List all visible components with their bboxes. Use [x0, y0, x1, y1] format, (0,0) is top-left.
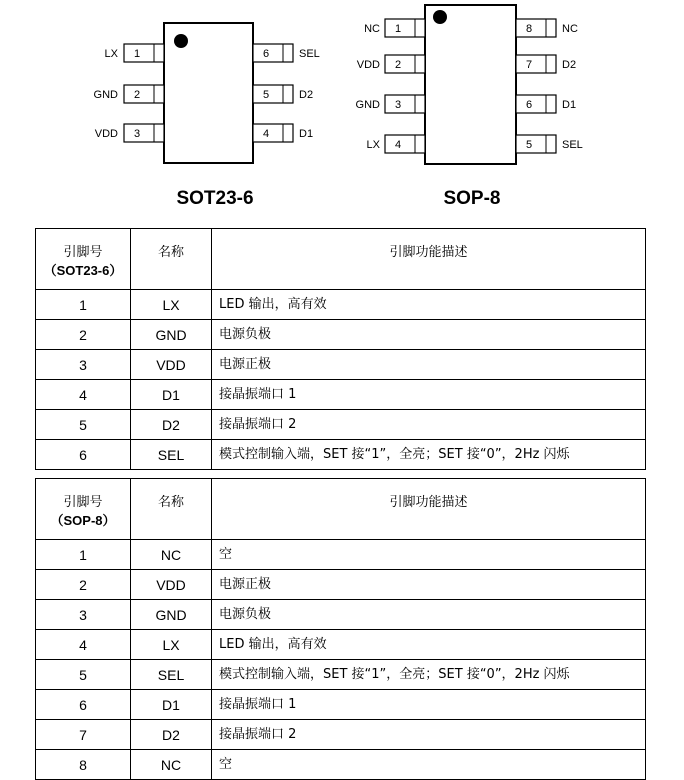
header-description: 引脚功能描述 [212, 229, 646, 290]
table-header-row [36, 479, 646, 540]
pin-3 [95, 124, 164, 142]
pin-number-label: 1 [133, 48, 141, 60]
table-row [36, 350, 646, 380]
table-row [36, 410, 646, 440]
table-row [36, 380, 646, 410]
header-pin-package: （SOP-8） [50, 513, 116, 528]
pin-description-cell: 接晶振端口 2 [212, 410, 646, 440]
pin-3 [356, 95, 425, 113]
pin-lead [385, 19, 425, 37]
pin-description-cell: 模式控制输入端，SET 接“1”，全亮；SET 接“0”，2Hz 闪烁 [212, 660, 646, 690]
pin-number-label: 6 [525, 99, 533, 111]
pin-number-label: 2 [394, 59, 402, 71]
pin-number-label: 7 [525, 59, 533, 71]
header-pin-label: 引脚号 [63, 245, 103, 260]
pin-name-cell: LX [131, 630, 212, 660]
pin-8 [516, 19, 578, 37]
pin-number-cell: 5 [36, 660, 131, 690]
sop8-body [425, 5, 516, 164]
pin-number-label: 3 [133, 128, 141, 140]
pin-lead [385, 135, 425, 153]
pin-number-label: 2 [133, 89, 141, 101]
pin-number-label: 5 [262, 89, 270, 101]
pin-lead [124, 44, 164, 62]
pin-4 [253, 124, 313, 142]
pin-description-cell: LED 输出，高有效 [212, 630, 646, 660]
pin-5 [253, 85, 313, 103]
pin-number-cell: 6 [36, 440, 131, 470]
sot23-pin-table [35, 228, 646, 470]
pin-lead [385, 55, 425, 73]
pin-description-cell: 接晶振端口 1 [212, 690, 646, 720]
pin-description-cell: 电源负极 [212, 600, 646, 630]
pin-number-label: 8 [525, 23, 533, 35]
pin-name-label: D2 [299, 89, 314, 101]
pin-number-cell: 1 [36, 540, 131, 570]
pin-name-label: LX [366, 139, 380, 151]
pin-description-cell: 电源正极 [212, 570, 646, 600]
pin-name-label: GND [355, 99, 380, 111]
pin-2 [94, 85, 164, 103]
pin-name-cell: SEL [131, 660, 212, 690]
header-name: 名称 [131, 229, 212, 290]
pin-name-cell: GND [131, 320, 212, 350]
pin-number-label: 4 [394, 139, 402, 151]
pin-name-label: D1 [299, 128, 314, 140]
table-row [36, 660, 646, 690]
pin-number-label: 6 [262, 48, 270, 60]
pin-description-cell: LED 输出，高有效 [212, 290, 646, 320]
pin-number-cell: 8 [36, 750, 131, 780]
pin1-marker-dot [174, 34, 188, 48]
pin-5 [516, 135, 583, 153]
pin-description-cell: 模式控制输入端，SET 接“1”，全亮；SET 接“0”，2Hz 闪烁 [212, 440, 646, 470]
pin-lead [253, 124, 293, 142]
pin-lead [516, 95, 556, 113]
package-diagrams [0, 0, 684, 225]
header-name: 名称 [131, 479, 212, 540]
pin-name-label: VDD [356, 59, 380, 71]
pin-name-cell: SEL [131, 440, 212, 470]
pin-name-label: SEL [299, 48, 320, 60]
pin-1 [364, 19, 425, 37]
pin-name-label: VDD [94, 128, 118, 140]
table-row [36, 600, 646, 630]
sop8-package [356, 5, 583, 164]
pin-lead [385, 95, 425, 113]
pin-6 [516, 95, 576, 113]
pin-lead [124, 85, 164, 103]
pin-6 [253, 44, 320, 62]
table-row [36, 720, 646, 750]
pin-description-cell: 空 [212, 540, 646, 570]
pin-lead [516, 55, 556, 73]
table-row [36, 440, 646, 470]
pin-name-cell: GND [131, 600, 212, 630]
pin-name-label: D1 [562, 99, 577, 111]
pin-description-cell: 接晶振端口 2 [212, 720, 646, 750]
table-row [36, 630, 646, 660]
header-pin-package: （SOT23-6） [43, 263, 123, 278]
pin-name-label: GND [93, 89, 118, 101]
pin-number-label: 4 [262, 128, 270, 140]
pin-lead [253, 44, 293, 62]
pin-number-label: 1 [394, 23, 402, 35]
pin-name-cell: D1 [131, 380, 212, 410]
pin-name-cell: NC [131, 750, 212, 780]
sot23-title: SOT23-6 [176, 188, 254, 209]
pin-number-cell: 1 [36, 290, 131, 320]
pin-description-cell: 空 [212, 750, 646, 780]
pin-name-label: LX [104, 48, 118, 60]
pin-number-cell: 3 [36, 350, 131, 380]
sot23-package [94, 23, 320, 163]
pin-1 [105, 44, 164, 62]
table-row [36, 690, 646, 720]
pin-name-cell: D1 [131, 690, 212, 720]
pin-name-cell: D2 [131, 410, 212, 440]
pin-number-cell: 4 [36, 380, 131, 410]
pin-number-cell: 2 [36, 570, 131, 600]
pin-description-cell: 电源正极 [212, 350, 646, 380]
pin-number-cell: 6 [36, 690, 131, 720]
table-row [36, 540, 646, 570]
pin-7 [516, 55, 576, 73]
pin-description-cell: 接晶振端口 1 [212, 380, 646, 410]
pin-number-cell: 7 [36, 720, 131, 750]
pin-lead [124, 124, 164, 142]
table-header-row [36, 229, 646, 290]
pin-number-cell: 2 [36, 320, 131, 350]
pin-name-cell: VDD [131, 570, 212, 600]
pin-number-label: 3 [394, 99, 402, 111]
table-row [36, 320, 646, 350]
pin-name-label: D2 [562, 59, 577, 71]
sop8-pin-table [35, 478, 646, 780]
pin-name-cell: VDD [131, 350, 212, 380]
sop8-title: SOP-8 [443, 188, 501, 209]
pin-name-label: NC [562, 23, 578, 35]
table-row [36, 570, 646, 600]
pin-number-cell: 4 [36, 630, 131, 660]
pin-lead [516, 19, 556, 37]
pin-2 [357, 55, 425, 73]
pin-lead [516, 135, 556, 153]
pin-number-label: 5 [525, 139, 533, 151]
pin1-marker-dot [433, 10, 447, 24]
pin-name-label: NC [364, 23, 380, 35]
header-pin-label: 引脚号 [63, 495, 103, 510]
table-row [36, 290, 646, 320]
pin-lead [253, 85, 293, 103]
pin-4 [367, 135, 425, 153]
pin-description-cell: 电源负极 [212, 320, 646, 350]
header-pin-number [36, 229, 131, 290]
pin-name-cell: LX [131, 290, 212, 320]
pin-name-cell: NC [131, 540, 212, 570]
pin-number-cell: 3 [36, 600, 131, 630]
pin-name-label: SEL [562, 139, 583, 151]
pin-number-cell: 5 [36, 410, 131, 440]
header-pin-number [36, 479, 131, 540]
pin-name-cell: D2 [131, 720, 212, 750]
header-description: 引脚功能描述 [212, 479, 646, 540]
